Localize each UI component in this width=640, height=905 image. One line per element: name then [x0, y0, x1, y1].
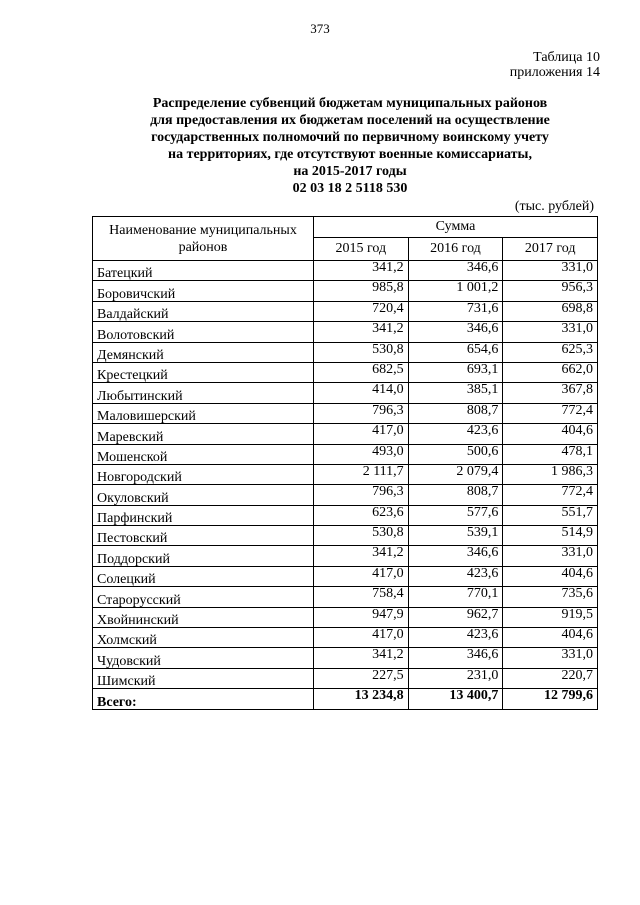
value-2016: 346,6	[408, 322, 503, 342]
district-name: Холмский	[93, 628, 314, 648]
title-line: на территориях, где отсутствуют военные комиссариаты,	[168, 147, 532, 162]
table-reference	[510, 50, 600, 80]
total-2015: 13 234,8	[314, 689, 409, 709]
value-2016: 346,6	[408, 648, 503, 668]
value-2015: 341,2	[314, 648, 409, 668]
page-number: 373	[310, 21, 330, 36]
value-2017: 772,4	[503, 485, 598, 505]
value-2016: 539,1	[408, 526, 503, 546]
document-title	[60, 95, 640, 197]
value-2016: 423,6	[408, 566, 503, 586]
district-name: Маловишерский	[93, 403, 314, 423]
value-2016: 962,7	[408, 607, 503, 627]
value-2017: 919,5	[503, 607, 598, 627]
value-2015: 796,3	[314, 485, 409, 505]
units-note: (тыс. рублей)	[514, 199, 594, 214]
district-name: Батецкий	[93, 261, 314, 281]
table-row	[93, 628, 598, 648]
value-2016: 808,7	[408, 485, 503, 505]
value-2016: 2 079,4	[408, 464, 503, 484]
district-name: Поддорский	[93, 546, 314, 566]
value-2015: 682,5	[314, 362, 409, 382]
header-year-2016: 2016 год	[408, 238, 503, 261]
table-row	[93, 301, 598, 321]
value-2017: 625,3	[503, 342, 598, 362]
table-row	[93, 566, 598, 586]
value-2016: 654,6	[408, 342, 503, 362]
district-name: Старорусский	[93, 587, 314, 607]
value-2017: 735,6	[503, 587, 598, 607]
table-row	[93, 607, 598, 627]
district-name: Новгородский	[93, 464, 314, 484]
value-2015: 758,4	[314, 587, 409, 607]
district-name: Крестецкий	[93, 362, 314, 382]
value-2015: 530,8	[314, 342, 409, 362]
value-2016: 423,6	[408, 424, 503, 444]
district-name: Демянский	[93, 342, 314, 362]
value-2015: 947,9	[314, 607, 409, 627]
district-name: Боровичский	[93, 281, 314, 301]
value-2015: 414,0	[314, 383, 409, 403]
title-line: государственных полномочий по первичному воинскому учету	[151, 130, 549, 145]
value-2017: 404,6	[503, 424, 598, 444]
value-2017: 772,4	[503, 403, 598, 423]
table-row	[93, 281, 598, 301]
header-year-2017: 2017 год	[503, 238, 598, 261]
value-2017: 331,0	[503, 546, 598, 566]
value-2015: 417,0	[314, 566, 409, 586]
value-2016: 346,6	[408, 546, 503, 566]
value-2015: 227,5	[314, 668, 409, 688]
table-row	[93, 444, 598, 464]
value-2016: 577,6	[408, 505, 503, 525]
value-2017: 404,6	[503, 628, 598, 648]
district-name: Хвойнинский	[93, 607, 314, 627]
value-2016: 423,6	[408, 628, 503, 648]
table-row	[93, 342, 598, 362]
district-name: Парфинский	[93, 505, 314, 525]
value-2015: 796,3	[314, 403, 409, 423]
value-2016: 693,1	[408, 362, 503, 382]
total-2016: 13 400,7	[408, 689, 503, 709]
value-2016: 231,0	[408, 668, 503, 688]
value-2017: 698,8	[503, 301, 598, 321]
value-2015: 2 111,7	[314, 464, 409, 484]
value-2015: 493,0	[314, 444, 409, 464]
value-2017: 662,0	[503, 362, 598, 382]
value-2017: 514,9	[503, 526, 598, 546]
district-name: Волотовский	[93, 322, 314, 342]
table-row	[93, 485, 598, 505]
value-2015: 985,8	[314, 281, 409, 301]
value-2016: 770,1	[408, 587, 503, 607]
district-name: Маревский	[93, 424, 314, 444]
value-2015: 720,4	[314, 301, 409, 321]
table-row	[93, 322, 598, 342]
table-row	[93, 464, 598, 484]
table-row	[93, 261, 598, 281]
value-2015: 341,2	[314, 261, 409, 281]
value-2017: 331,0	[503, 261, 598, 281]
budget-code: 02 03 18 2 5118 530	[292, 181, 408, 196]
value-2015: 623,6	[314, 505, 409, 525]
table-row	[93, 505, 598, 525]
table-row	[93, 526, 598, 546]
district-name: Окуловский	[93, 485, 314, 505]
value-2017: 1 986,3	[503, 464, 598, 484]
value-2015: 530,8	[314, 526, 409, 546]
table-row	[93, 546, 598, 566]
table-reference-number: Таблица 10	[533, 50, 600, 65]
value-2016: 808,7	[408, 403, 503, 423]
table-row	[93, 424, 598, 444]
value-2016: 346,6	[408, 261, 503, 281]
district-name: Любытинский	[93, 383, 314, 403]
total-row	[93, 689, 598, 709]
value-2016: 385,1	[408, 383, 503, 403]
table-row	[93, 383, 598, 403]
value-2016: 1 001,2	[408, 281, 503, 301]
value-2015: 341,2	[314, 322, 409, 342]
value-2017: 331,0	[503, 648, 598, 668]
table-row	[93, 668, 598, 688]
value-2017: 956,3	[503, 281, 598, 301]
value-2016: 500,6	[408, 444, 503, 464]
subvention-table	[92, 216, 598, 710]
value-2017: 331,0	[503, 322, 598, 342]
value-2017: 551,7	[503, 505, 598, 525]
total-label: Всего:	[93, 689, 314, 709]
district-name: Валдайский	[93, 301, 314, 321]
title-line: Распределение субвенций бюджетам муниципальных районов	[152, 96, 548, 111]
header-year-2015: 2015 год	[314, 238, 409, 261]
value-2016: 731,6	[408, 301, 503, 321]
district-name: Шимский	[93, 668, 314, 688]
district-name: Чудовский	[93, 648, 314, 668]
value-2015: 417,0	[314, 424, 409, 444]
total-2017: 12 799,6	[503, 689, 598, 709]
value-2017: 367,8	[503, 383, 598, 403]
value-2017: 404,6	[503, 566, 598, 586]
title-line: на 2015-2017 годы	[293, 164, 407, 179]
value-2017: 220,7	[503, 668, 598, 688]
title-line: для предоставления их бюджетам поселений на осуществление	[150, 113, 550, 128]
table-body	[93, 261, 598, 710]
table-row	[93, 648, 598, 668]
district-name: Солецкий	[93, 566, 314, 586]
value-2015: 417,0	[314, 628, 409, 648]
value-2017: 478,1	[503, 444, 598, 464]
value-2015: 341,2	[314, 546, 409, 566]
district-name: Пестовский	[93, 526, 314, 546]
table-row	[93, 587, 598, 607]
district-name: Мошенской	[93, 444, 314, 464]
table-row	[93, 362, 598, 382]
table-reference-appendix: приложения 14	[509, 65, 600, 80]
header-sum: Сумма	[314, 217, 598, 238]
header-district-name: Наименование муниципальных районов	[93, 217, 314, 261]
table-row	[93, 403, 598, 423]
